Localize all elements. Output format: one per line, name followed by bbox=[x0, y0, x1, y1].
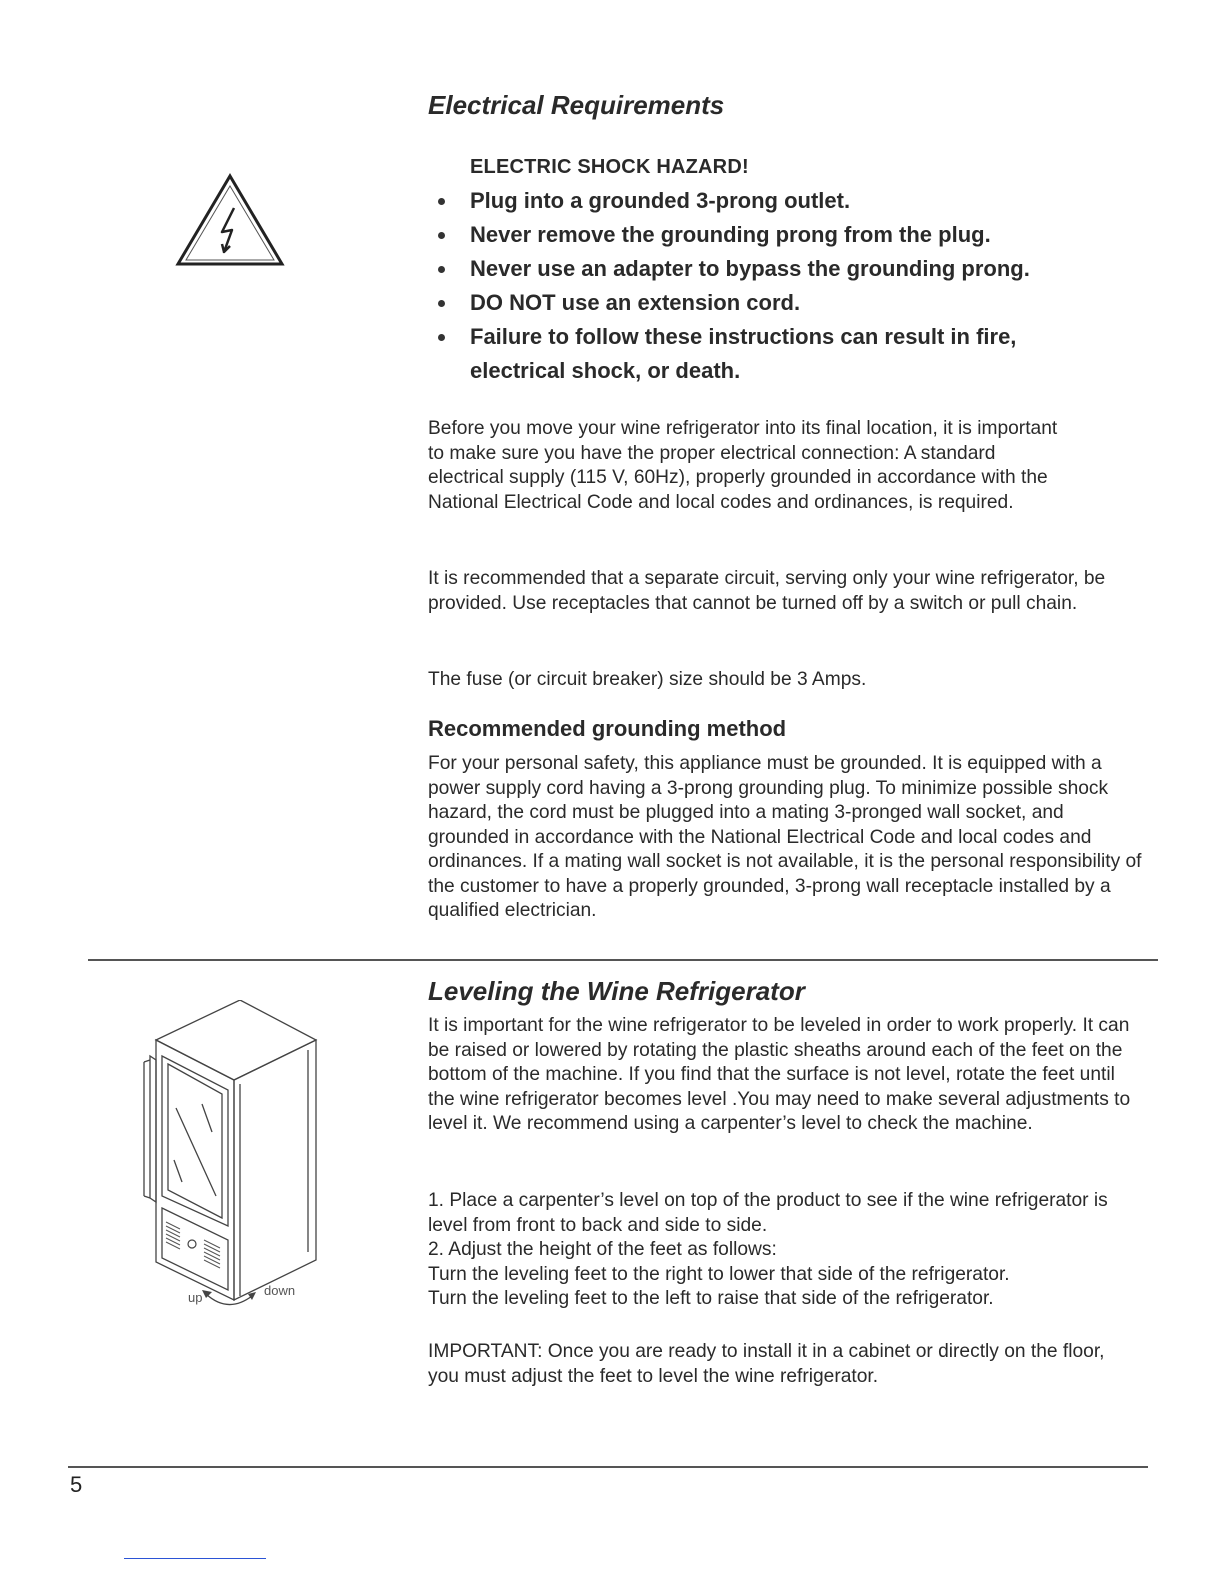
section-heading-electrical: Electrical Requirements bbox=[428, 90, 725, 120]
leveling-step: Turn the leveling feet to the left to raise that side of the refrigerator. bbox=[428, 1288, 994, 1309]
hazard-bullet: DO NOT use an extension cord. bbox=[428, 286, 1078, 320]
fuse-paragraph: The fuse (or circuit breaker) size should be 3 Amps. bbox=[428, 669, 867, 690]
circuit-paragraph: It is recommended that a separate circuit, serving only your wine refrigerator, be provided. Use receptacles that cannot be turned off by a switch or pull chain. bbox=[428, 568, 1106, 614]
leveling-step: Turn the leveling feet to the right to lower that side of the refrigerator. bbox=[428, 1263, 1010, 1285]
up-label: up bbox=[188, 1290, 203, 1305]
hazard-bullet-list bbox=[428, 184, 1078, 388]
section-divider bbox=[88, 959, 1158, 961]
hazard-bullet: Never remove the grounding prong from the plug. bbox=[428, 218, 1078, 252]
hazard-bullet: Failure to follow these instructions can result in fire, electrical shock, or death. bbox=[428, 320, 1078, 388]
down-label: down bbox=[264, 1283, 296, 1298]
hazard-bullet: Plug into a grounded 3-prong outlet. bbox=[428, 184, 1078, 218]
leveling-step: 1. Place a carpenter’s level on top of the product to see if the wine refrigerator is level from front to back and side to side. bbox=[428, 1190, 1108, 1236]
wine-refrigerator-illustration bbox=[130, 1000, 330, 1320]
important-note: IMPORTANT: Once you are ready to install it in a cabinet or directly on the floor, you must adjust the feet to level the wine refrigerator. bbox=[428, 1341, 1105, 1387]
section-heading-leveling: Leveling the Wine Refrigerator bbox=[428, 976, 805, 1006]
grounding-paragraph: For your personal safety, this appliance must be grounded. It is equipped with a power supply cord having a 3-prong grounding plug. To minimize possible shock hazard, the cord must be plugged into a mating 3-pronged wall socket, and grounded in accordance with the National Electrical Code and local codes and ordinances. If a mating wall socket is not available, it is the personal responsibility of the customer to have a properly grounded, 3-prong wall receptacle installed by a qualified electrician. bbox=[428, 753, 1142, 921]
page-number: 5 bbox=[70, 1472, 83, 1497]
electric-shock-warning-icon bbox=[174, 172, 286, 268]
leveling-step: 2. Adjust the height of the feet as follows: bbox=[428, 1239, 777, 1260]
leveling-intro-paragraph: It is important for the wine refrigerator to be leveled in order to work properly. It can be raised or lowered by rotating the plastic sheaths around each of the feet on the bottom of the machine. If you find that the surface is not level, rotate the feet until the wine refrigerator becomes level .You may need to make several adjustments to level it. We recommend using a carpenter’s level to check the machine. bbox=[428, 1015, 1131, 1134]
footer-link-underline bbox=[124, 1558, 266, 1559]
grounding-subheading: Recommended grounding method bbox=[428, 716, 787, 741]
footer-divider bbox=[68, 1466, 1148, 1468]
electrical-paragraph: Before you move your wine refrigerator into its final location, it is important to make sure you have the proper electrical connection: A standard electrical supply (115 V, 60Hz), properly grounded in accordance with the National Electrical Code and local codes and ordinances, is required. bbox=[428, 418, 1058, 513]
hazard-bullet: Never use an adapter to bypass the grounding prong. bbox=[428, 252, 1078, 286]
hazard-title: ELECTRIC SHOCK HAZARD! bbox=[470, 156, 749, 178]
leveling-steps bbox=[428, 1189, 1148, 1312]
